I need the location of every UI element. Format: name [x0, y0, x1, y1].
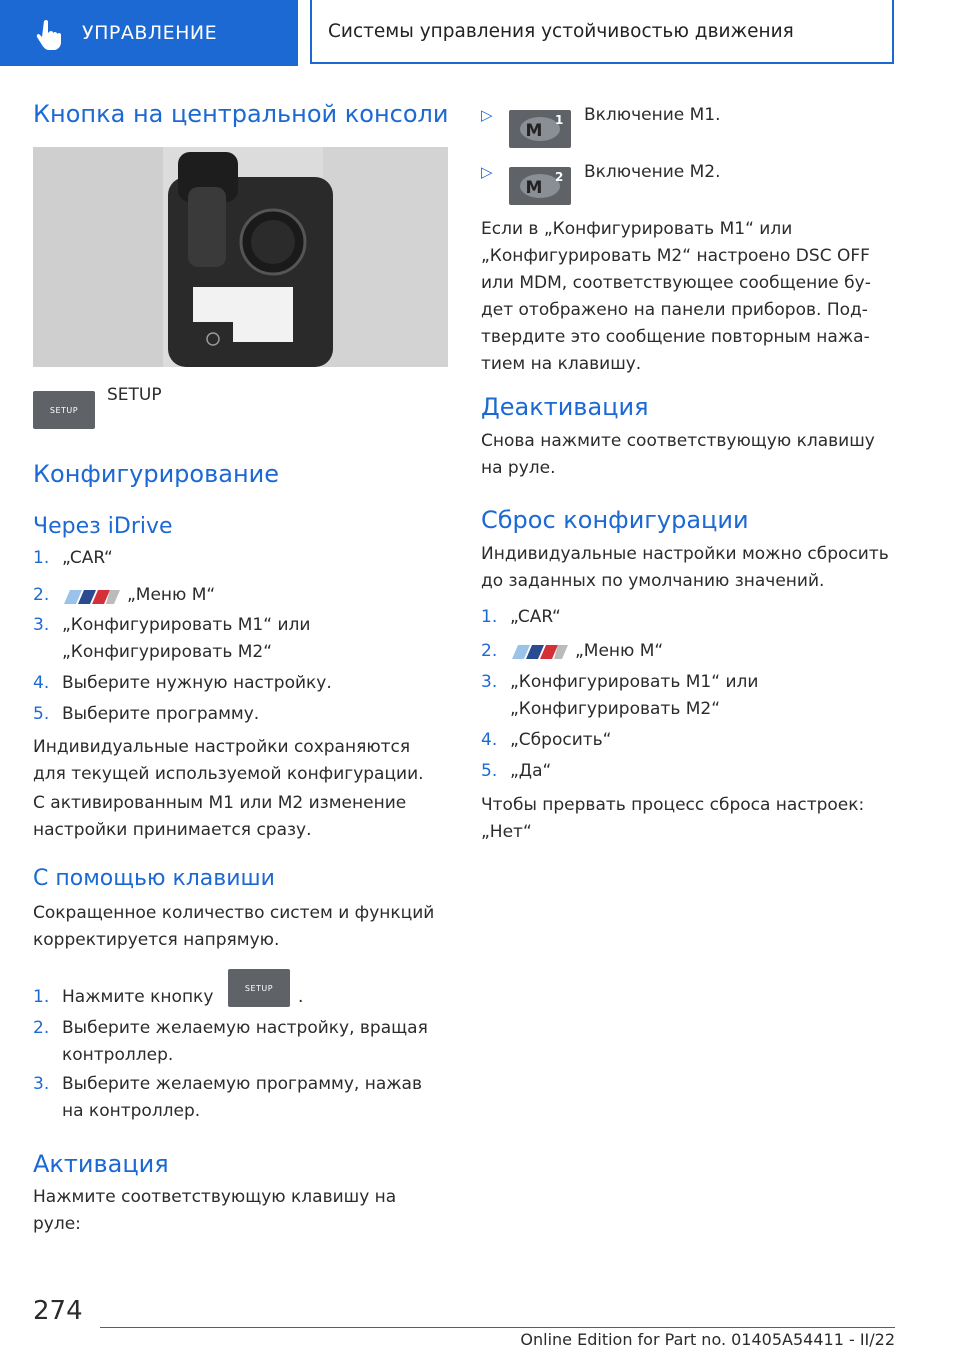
step-number: 1.	[481, 607, 498, 627]
m2-key-image	[509, 167, 571, 205]
m1-key-image	[509, 110, 571, 148]
body-paragraph: С активированным M1 или M2 изменение настройки принимается сразу.	[33, 793, 407, 840]
setup-caption: SETUP	[107, 385, 162, 405]
step-number: 5.	[481, 761, 498, 781]
step-text: „Конфигурировать M1“ или „Конфигурировать M2“	[510, 672, 759, 719]
m1-caption: Включение M1.	[584, 105, 721, 125]
svg-text:M: M	[525, 178, 543, 198]
footer-divider	[100, 1327, 895, 1328]
step-text: Выберите желаемую программу, нажав на контроллер.	[62, 1074, 422, 1121]
step-text: „Да“	[510, 761, 552, 781]
activation-heading: Активация	[33, 1150, 169, 1178]
body-paragraph: Снова нажмите соответствующую клавишу на руле.	[481, 431, 875, 478]
center-console-heading: Кнопка на центральной консоли	[33, 100, 449, 128]
body-paragraph: Индивидуальные настройки сохраняются для текущей используемой конфигурации.	[33, 737, 424, 784]
step-number: 5.	[33, 704, 50, 724]
m-stripes-icon	[510, 645, 568, 659]
step-text: Выберите нужную настройку.	[62, 673, 332, 693]
step-text: „CAR“	[62, 548, 113, 568]
svg-text:M: M	[525, 121, 543, 141]
hand-pointer-icon	[30, 13, 70, 53]
key-subheading: С помощью клавиши	[33, 866, 275, 891]
step-text: „Сбросить“	[510, 730, 612, 750]
step-text: „CAR“	[510, 607, 561, 627]
edition-text: Online Edition for Part no. 01405A54411 - II/22	[520, 1330, 895, 1349]
section-title: УПРАВЛЕНИЕ	[82, 22, 218, 44]
step-number: 2.	[33, 585, 50, 605]
idrive-subheading: Через iDrive	[33, 514, 173, 539]
chapter-tab	[310, 0, 894, 64]
step-text: Выберите желаемую настройку, вращая контроллер.	[62, 1018, 428, 1065]
step-text: „Конфигурировать M1“ или „Конфигурировать M2“	[62, 615, 311, 662]
deactivation-heading: Деактивация	[481, 393, 649, 421]
step-text: Выберите программу.	[62, 704, 260, 724]
step-text: Нажмите кнопку	[62, 987, 214, 1007]
step-number: 2.	[481, 641, 498, 661]
setup-key-image	[228, 969, 290, 1007]
m2-caption: Включение M2.	[584, 162, 721, 182]
setup-key-image	[33, 391, 95, 429]
step-text: „Меню M“	[575, 641, 664, 661]
step-number: 3.	[33, 615, 50, 635]
page-header	[0, 0, 960, 66]
m-stripes-icon	[62, 590, 120, 604]
step-text-suffix: .	[298, 987, 304, 1007]
step-number: 3.	[481, 672, 498, 692]
step-number: 2.	[33, 1018, 50, 1038]
step-number: 1.	[33, 987, 50, 1007]
reset-heading: Сброс конфигурации	[481, 506, 749, 534]
body-paragraph: Сокращенное количество систем и функций корректируется напрямую.	[33, 903, 435, 950]
page-number: 274	[33, 1296, 83, 1326]
chapter-title: Системы управления устойчивостью движения	[328, 20, 794, 42]
body-paragraph: Индивидуальные настройки можно сбросить до заданных по умолчанию значений.	[481, 544, 889, 591]
step-number: 3.	[33, 1074, 50, 1094]
center-console-image	[33, 147, 448, 367]
step-number: 1.	[33, 548, 50, 568]
setup-key-text: SETUP	[49, 405, 79, 415]
body-paragraph: Если в „Конфигурировать M1“ или „Конфигурировать M2“ настроено DSC OFF или MDM, соответствующее сообщение будет отображено на панели приборов. Подтвердите это сообщение повторным нажатием на клавишу.	[481, 219, 871, 374]
body-paragraph: Нажмите соответствующую клавишу на руле:	[33, 1187, 397, 1234]
setup-key-text: SETUP	[244, 983, 274, 993]
configuration-heading: Конфигурирование	[33, 460, 279, 488]
body-paragraph: Чтобы прервать процесс сброса настроек: „Нет“	[481, 795, 865, 842]
section-tab	[0, 0, 298, 66]
bullet-arrow-icon: ▷	[481, 106, 493, 124]
step-text: „Меню M“	[127, 585, 216, 605]
step-number: 4.	[33, 673, 50, 693]
step-number: 4.	[481, 730, 498, 750]
svg-text:2: 2	[555, 170, 564, 184]
svg-text:1: 1	[555, 113, 564, 127]
bullet-arrow-icon: ▷	[481, 163, 493, 181]
